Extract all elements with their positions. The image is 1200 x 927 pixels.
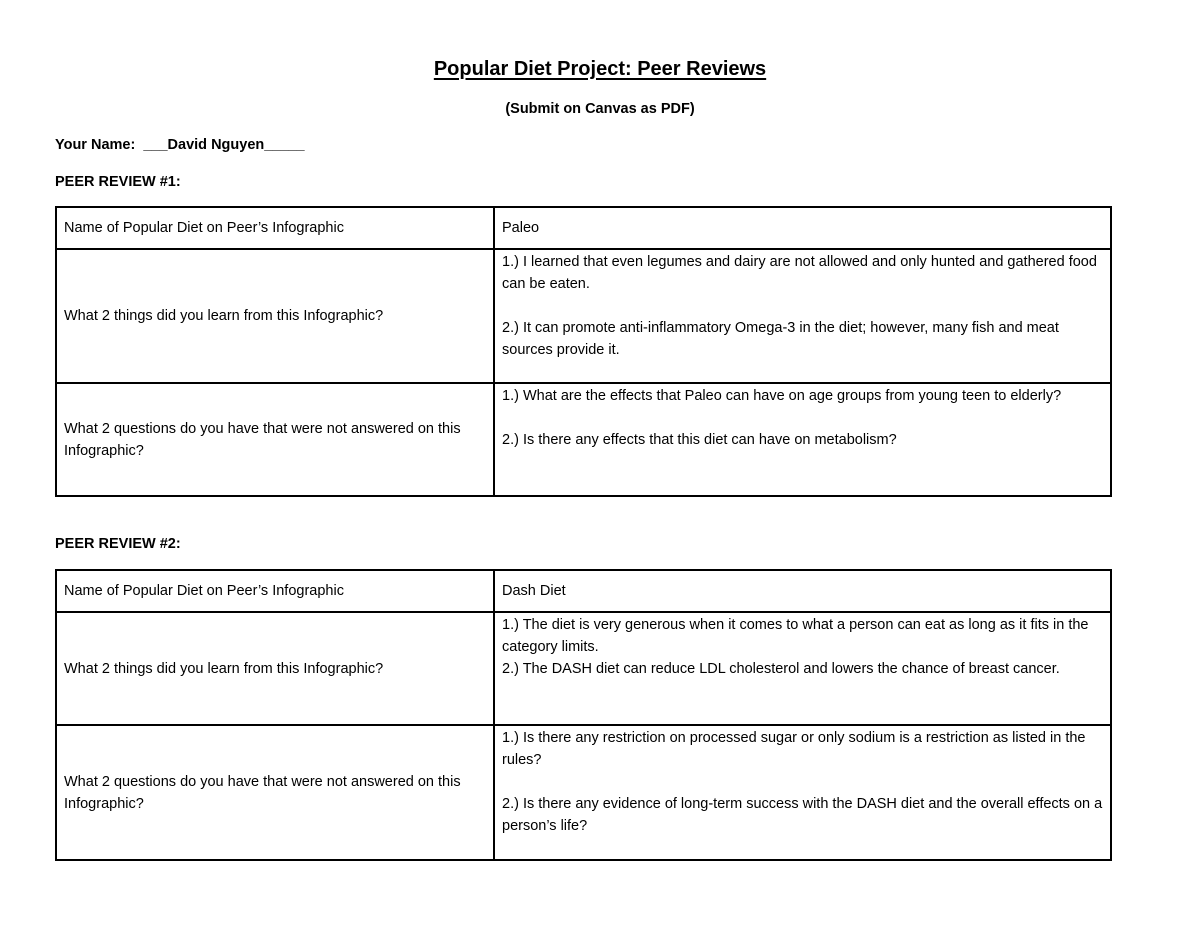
- learned-question: What 2 things did you learn from this Infographic?: [56, 249, 494, 383]
- table-row: [56, 570, 1111, 612]
- diet-name-question: Name of Popular Diet on Peer’s Infographic: [56, 570, 494, 612]
- learned-answer-2: 2.) The DASH diet can reduce LDL cholesterol and lowers the chance of breast cancer.: [502, 661, 1060, 677]
- peer-review-1-heading: PEER REVIEW #1:: [55, 174, 181, 190]
- table-row: [56, 249, 1111, 383]
- learned-answer-1: 1.) The diet is very generous when it comes to what a person can eat as long as it fits in the category limits.: [502, 617, 1089, 655]
- peer-review-2-table: [55, 569, 1112, 861]
- open-question-1: 1.) Is there any restriction on processed sugar or only sodium is a restriction as listed in the rules?: [502, 730, 1086, 768]
- open-question-2: 2.) Is there any effects that this diet can have on metabolism?: [502, 432, 897, 448]
- peer-review-1-table: [55, 206, 1112, 497]
- open-questions-answers: [494, 383, 1111, 496]
- learned-answer-2: 2.) It can promote anti-inflammatory Omega-3 in the diet; however, many fish and meat sources provide it.: [502, 320, 1059, 358]
- learned-answers: [494, 612, 1111, 725]
- table-row: [56, 612, 1111, 725]
- table-row: [56, 383, 1111, 496]
- learned-answers: [494, 249, 1111, 383]
- open-question-2: 2.) Is there any evidence of long-term success with the DASH diet and the overall effects on a person’s life?: [502, 796, 1103, 834]
- diet-name-answer: Paleo: [494, 207, 1111, 249]
- student-name-line: Your Name: ___David Nguyen_____: [55, 137, 305, 153]
- diet-name-question: Name of Popular Diet on Peer’s Infographic: [56, 207, 494, 249]
- diet-name-answer: Dash Diet: [494, 570, 1111, 612]
- open-question-1: 1.) What are the effects that Paleo can have on age groups from young teen to elderly?: [502, 388, 1062, 404]
- table-row: [56, 207, 1111, 249]
- document-title: Popular Diet Project: Peer Reviews: [433, 58, 767, 80]
- table-row: [56, 725, 1111, 860]
- learned-question: What 2 things did you learn from this Infographic?: [56, 612, 494, 725]
- peer-review-2-heading: PEER REVIEW #2:: [55, 536, 181, 552]
- open-questions-prompt: What 2 questions do you have that were not answered on this Infographic?: [56, 383, 494, 496]
- submission-instructions: (Submit on Canvas as PDF): [505, 101, 695, 117]
- learned-answer-1: 1.) I learned that even legumes and dairy are not allowed and only hunted and gathered food can be eaten.: [502, 254, 1097, 292]
- open-questions-prompt: What 2 questions do you have that were not answered on this Infographic?: [56, 725, 494, 860]
- open-questions-answers: [494, 725, 1111, 860]
